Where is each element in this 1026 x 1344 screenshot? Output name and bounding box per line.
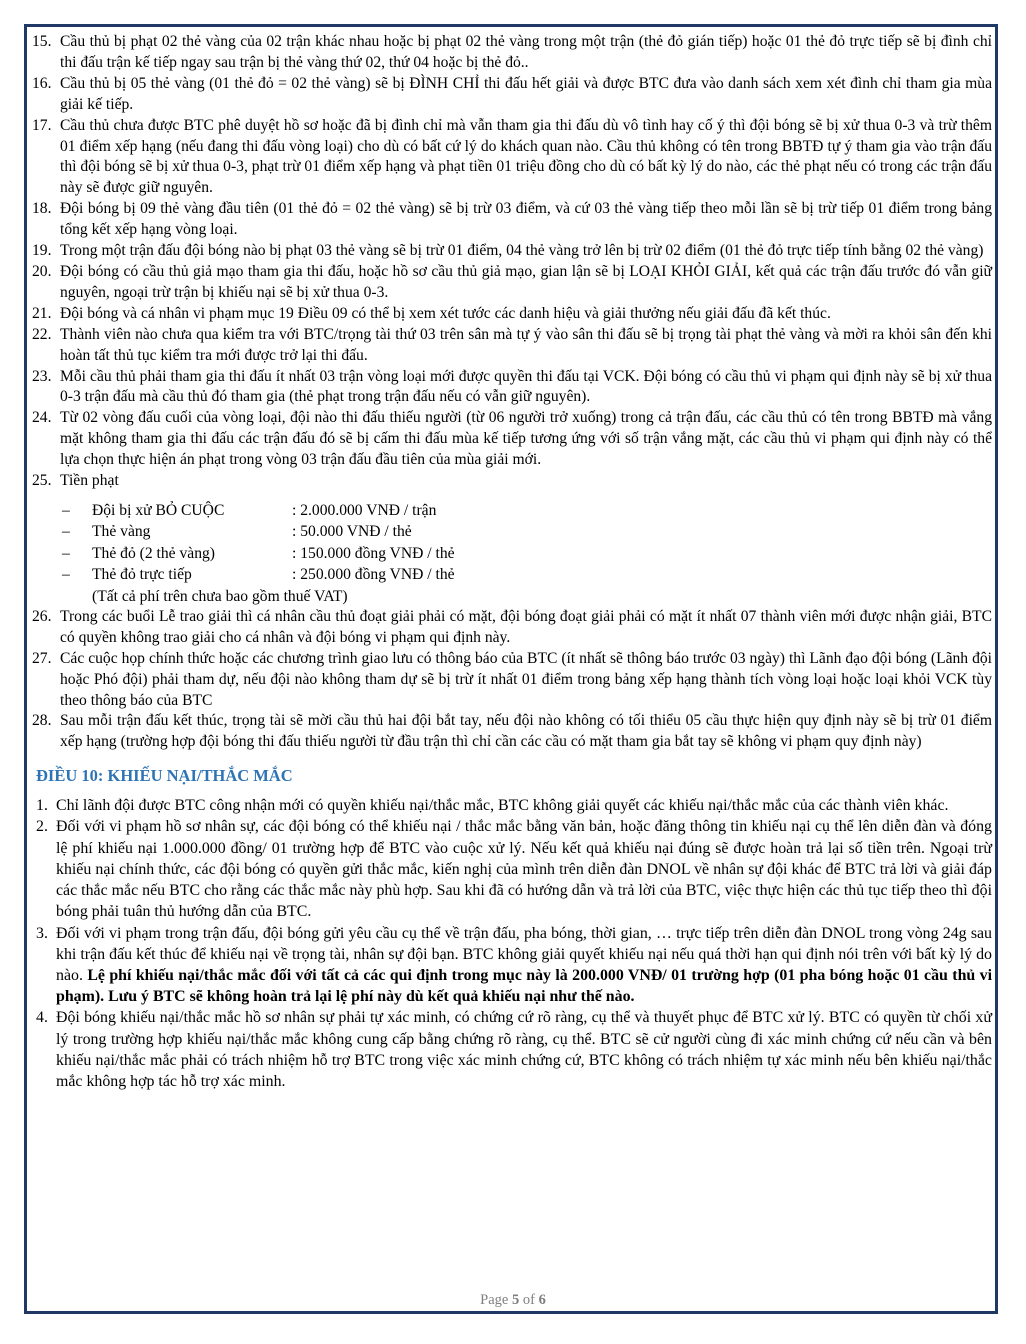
list-item: 17. Cầu thủ chưa được BTC phê duyệt hồ sơ hoặc đã bị đình chỉ mà vẫn tham gia thi đấu dù vô tình hay cố ý thì đội bóng sẽ bị xử thua 0-3 và trừ thêm 01 điểm xếp hạng (nếu đang thi đấu vòng loại) cho dù có bất cứ lý do khách quan nào. Cầu thủ không có tên trong BBTĐ tự ý tham gia vào trận đấu thì đội bóng sẽ bị xử thua 0-3, phạt trừ 01 điểm xếp hạng và phạt tiền 01 triệu đồng cho dù có bất kỳ lý do nào, các thẻ phạt nếu có trong các trận đấu này sẽ được giữ nguyên. (32, 116, 992, 197)
list-item: 19. Trong một trận đấu đội bóng nào bị phạt 03 thẻ vàng sẽ bị trừ 01 điểm, 04 thẻ vàng trở lên bị trừ 02 điểm (01 thẻ đỏ trực tiếp tính bằng 02 thẻ vàng) (32, 242, 984, 260)
fines-table (32, 500, 992, 607)
list-item: 24. Từ 02 vòng đấu cuối của vòng loại, đội nào thi đấu thiếu người (từ 06 người trở xuống) trong cả trận đấu, các cầu thủ có tên trong BBTĐ mà vắng mặt không tham gia thi đấu các trận đấu đó sẽ bị cấm thi đấu mùa kế tiếp tương ứng với số trận vắng mặt, các cầu thủ vi phạm qui định này có thể lựa chọn thực hiện án phạt trong vòng 03 trận đấu đầu tiên của mùa giải mới. (32, 409, 992, 469)
current-page: 5 (511, 1292, 520, 1308)
list-item: 2. Đối với vi phạm hồ sơ nhân sự, các đội bóng có thể khiếu nại / thắc mắc bằng văn bản, hoặc đăng thông tin khiếu nại cụ thể lên diễn đàn và đóng lệ phí khiếu nại 1.000.000 đồng/ 01 trường hợp để BTC vào cuộc xử lý. Nếu kết quả khiếu nại đúng sẽ được hoàn trả lại số tiền trên. Ngoại trừ khiếu nại chính thức, các đội bóng có quyền gửi thắc mắc, kiến nghị của mình trên diễn đàn DNOL về nhân sự đội khác để BTC trả lời và giải đáp các thắc mắc nếu BTC cho rằng các thắc mắc này phù hợp. Sau khi đã có hướng dẫn và trả lời của BTC, việc thực hiện các thủ tục tiếp theo thì đội bóng phải tuân thủ hướng dẫn của BTC. (36, 818, 992, 921)
list-item: 18. Đội bóng bị 09 thẻ vàng đầu tiên (01 thẻ đỏ = 02 thẻ vàng) sẽ bị trừ 03 điểm, và cứ 03 thẻ vàng tiếp theo mỗi lần sẽ bị trừ tiếp 01 điểm trong bảng tổng kết xếp hạng vòng loại. (32, 200, 992, 239)
list-item: 22. Thành viên nào chưa qua kiểm tra với BTC/trọng tài thứ 03 trên sân mà tự ý vào sân thi đấu sẽ bị trọng tài phạt thẻ vàng và mời ra khỏi sân đến khi hoàn tất thủ tục kiểm tra mới được trở lại thi đấu. (32, 325, 992, 364)
document-body (32, 32, 992, 1092)
list-item: 20. Đội bóng có cầu thủ giả mạo tham gia thi đấu, hoặc hồ sơ cầu thủ giả mạo, gian lận sẽ bị LOẠI KHỎI GIẢI, kết quả các trận đấu trước đó vẫn giữ nguyên, ngoại trừ trận bị khiếu nại sẽ bị xử thua 0-3. (32, 262, 992, 301)
section-heading: ĐIỀU 10: KHIẾU NẠI/THẮC MẮC (36, 766, 293, 786)
list-item: 25. Tiền phạt (32, 472, 119, 490)
fine-row: – Thẻ vàng : 50.000 VNĐ / thẻ (62, 523, 412, 541)
vat-note: (Tất cả phí trên chưa bao gồm thuế VAT) (92, 587, 348, 605)
list-item: 15. Cầu thủ bị phạt 02 thẻ vàng của 02 trận khác nhau hoặc bị phạt 02 thẻ vàng trong một trận (thẻ đỏ gián tiếp) hoặc 01 thẻ đỏ trực tiếp sẽ bị đình chỉ thi đấu trận kế tiếp ngay sau trận bị thẻ vàng thứ 02, thứ 04 hoặc bị thẻ đỏ.. (32, 33, 992, 71)
list-item: 16. Cầu thủ bị 05 thẻ vàng (01 thẻ đỏ = 02 thẻ vàng) sẽ bị ĐÌNH CHỈ thi đấu hết giải và được BTC đưa vào danh sách xem xét đình chỉ tham gia mùa giải kế tiếp. (32, 74, 992, 113)
list-item: 3. Đối với vi phạm trong trận đấu, đội bóng gửi yêu cầu cụ thể về trận đấu, pha bóng, thời gian, … trực tiếp trên diễn đàn DNOL trong vòng 24g sau khi trận đấu kết thúc để khiếu nại về trọng tài, nhân sự đội bạn. BTC không giải quyết khiếu nại nếu quá thời hạn qui định nói trên với bất kỳ lý do nào. Lệ phí khiếu nại/thắc mắc đối với tất cả các qui định trong mục này là 200.000 VNĐ/ 01 trường hợp (01 pha bóng hoặc 01 cầu thủ vi phạm). Lưu ý BTC sẽ không hoàn trả lại lệ phí này dù kết quả khiếu nại như thế nào. (36, 924, 992, 1006)
list-item: 26. Trong các buổi Lễ trao giải thì cá nhân cầu thủ đoạt giải phải có mặt, đội bóng đoạt giải phải có mặt ít nhất 07 thành viên mới được nhận giải, BTC có quyền không trao giải cho cá nhân và đội bóng vi phạm qui định này. (32, 607, 992, 646)
fine-row: – Đội bị xử BỎ CUỘC : 2.000.000 VNĐ / trận (62, 501, 437, 519)
list-item: 21. Đội bóng và cá nhân vi phạm mục 19 Điều 09 có thể bị xem xét tước các danh hiệu và giải thưởng nếu giải đấu đã kết thúc. (32, 304, 831, 322)
list-item: 1. Chỉ lãnh đội được BTC công nhận mới có quyền khiếu nại/thắc mắc, BTC không giải quyết các khiếu nại/thắc mắc của các thành viên khác. (36, 797, 949, 815)
complaints-list (32, 795, 992, 1092)
list-item: 28. Sau mỗi trận đấu kết thúc, trọng tài sẽ mời cầu thủ hai đội bắt tay, nếu đội nào không có tối thiểu 05 cầu thực hiện quy định này sẽ bị trừ 01 điểm xếp hạng (trường hợp đội bóng thi đấu thiếu người từ đầu trận thì chỉ cần các cầu có mặt tham gia bắt tay sẽ không vi phạm quy định này) (32, 712, 992, 751)
list-item: 23. Mỗi cầu thủ phải tham gia thi đấu ít nhất 03 trận vòng loại mới được quyền thi đấu tại VCK. Đội bóng có cầu thủ vi phạm qui định này sẽ bị xử thua 0-3 trận đấu mà cầu thủ đó tham gia (thẻ phạt trong trận đấu nếu có vẫn giữ nguyên). (32, 367, 992, 406)
fee-notice: Lệ phí khiếu nại/thắc mắc đối với tất cả các qui định trong mục này là 200.000 VNĐ/ 01 trường hợp (01 pha bóng hoặc 01 cầu thủ vi phạm). Lưu ý BTC sẽ không hoàn trả lại lệ phí này dù kết quả khiếu nại như thế nào. (56, 966, 992, 1006)
page-footer: Page 5 of 6 (480, 1292, 546, 1308)
list-item: 27. Các cuộc họp chính thức hoặc các chương trình giao lưu có thông báo của BTC (ít nhất sẽ thông báo trước 03 ngày) thì Lãnh đạo đội bóng (Lãnh đội hoặc Phó đội) phải tham dự, nếu đội nào không tham dự sẽ bị trừ ít nhất 01 điểm trong bảng xếp hạng thành tích vòng loại hoặc loại khỏi VCK tùy theo thông báo của BTC (32, 649, 992, 709)
list-item: 4. Đội bóng khiếu nại/thắc mắc hồ sơ nhân sự phải tự xác minh, có chứng cứ rõ ràng, cụ thể và thuyết phục để BTC xử lý. BTC có quyền từ chối xử lý trong trường hợp khiếu nại/thắc mắc không cung cấp bằng chứng rõ ràng, cụ thể. BTC sẽ cử người cùng đi xác minh chứng cứ nếu cần và bên khiếu nại/thắc mắc phải có trách nhiệm hỗ trợ BTC trong việc xác minh chứng cứ, BTC không có trách nhiệm tự xác minh nếu bên khiếu nại/thắc mắc không hợp tác hỗ trợ xác minh. (36, 1009, 992, 1090)
fine-row: – Thẻ đỏ trực tiếp : 250.000 đồng VNĐ / thẻ (62, 566, 455, 584)
rules-list (32, 32, 992, 492)
total-pages: 6 (538, 1292, 546, 1308)
rules-list-continued (32, 607, 992, 753)
fine-row: – Thẻ đỏ (2 thẻ vàng) : 150.000 đồng VNĐ / thẻ (62, 544, 455, 562)
